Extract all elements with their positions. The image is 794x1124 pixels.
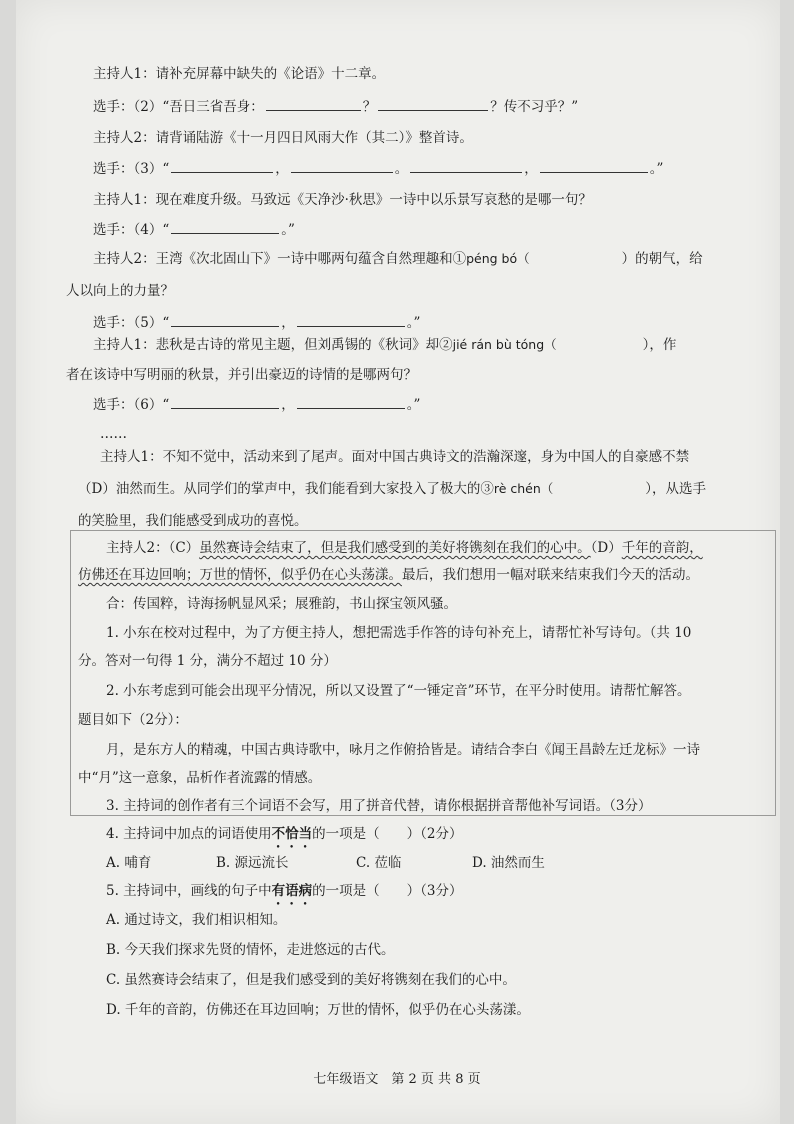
host2-question: 主持人2：王湾《次北固山下》一诗中哪两句蕴含自然理趣和①péng bó（ ）的朝气，给 xyxy=(93,251,703,267)
contestant-answer-3: 选手：（3）“ ， 。 ， 。” xyxy=(93,161,664,177)
joint-closing: 合：传国粹，诗海扬帆显风采；展雅韵，书山探宝领风骚。 xyxy=(106,596,457,612)
question-2: 2. 小东考虑到可能会出现平分情况，所以又设置了“一锤定音”环节，在平分时使用。请帮忙解答。 xyxy=(106,683,691,699)
question-2-text-cont: 中“月”这一意象，品析作者流露的情感。 xyxy=(78,770,322,786)
contestant-answer-4: 选手：（4）“ 。” xyxy=(93,222,295,238)
question-1-cont: 分。答对一句得 1 分，满分不超过 10 分） xyxy=(78,653,337,669)
page-footer: 七年级语文 第 2 页 共 8 页 xyxy=(313,1072,481,1087)
host2-question-cont: 人以向上的力量？ xyxy=(66,283,174,299)
host1-closing-2: （D）油然而生。从同学们的掌声中，我们能看到大家投入了极大的③rè chén（ ），从选手 xyxy=(78,481,707,497)
question-2-text: 月，是东方人的精魂，中国古典诗歌中，咏月之作俯拾皆是。请结合李白《闻王昌龄左迁龙标》一诗 xyxy=(106,742,700,758)
question-3: 3. 主持词的创作者有三个词语不会写，用了拼音代替，请你根据拼音帮他补写词语。（3分） xyxy=(106,798,652,814)
host2-closing-2: 仿佛还在耳边回响；万世的情怀，似乎仍在心头荡漾。最后，我们想用一幅对联来结束我们今天的活动。 xyxy=(78,567,699,583)
host2-request: 主持人2：请背诵陆游《十一月四日风雨大作（其二）》整首诗。 xyxy=(93,130,473,146)
host1-intro: 主持人1：请补充屏幕中缺失的《论语》十二章。 xyxy=(93,66,386,82)
host1-question: 主持人1：现在难度升级。马致远《天净沙·秋思》一诗中以乐景写哀愁的是哪一句？ xyxy=(93,192,592,208)
host2-closing: 主持人2：（C）虽然赛诗会结束了，但是我们感受到的美好将镌刻在我们的心中。（D）千年的音韵， xyxy=(106,540,703,556)
contestant-answer-6: 选手：（6）“ ， 。” xyxy=(93,397,421,413)
q5-option-c: C. 虽然赛诗会结束了，但是我们感受到的美好将镌刻在我们的心中。 xyxy=(106,972,516,988)
q5-option-b: B. 今天我们探求先贤的情怀，走进悠远的古代。 xyxy=(106,942,395,958)
q4-options: A. 哺育 B. 源远流长 C. 莅临 D. 油然而生 xyxy=(106,855,545,871)
host1-question-2: 主持人1：悲秋是古诗的常见主题，但刘禹锡的《秋词》却②jié rán bù tóng（ ），作 xyxy=(93,337,677,353)
contestant-answer-5: 选手：（5）“ ， 。” xyxy=(93,315,421,331)
ellipsis: …… xyxy=(100,426,127,442)
question-5: 5. 主持词中，画线的句子中有语病的一项是（ ）（3分） xyxy=(106,883,463,899)
question-1: 1. 小东在校对过程中，为了方便主持人，想把需选手作答的诗句补充上，请帮忙补写诗句。（共 10 xyxy=(106,625,692,641)
host1-closing: 主持人1：不知不觉中，活动来到了尾声。面对中国古典诗文的浩瀚深邃，身为中国人的自豪感不禁 xyxy=(100,449,690,465)
host1-question-2-cont: 者在该诗中写明丽的秋景，并引出豪迈的诗情的是哪两句？ xyxy=(66,367,417,383)
contestant-answer-2: 选手：（2）“吾日三省吾身： ？ ？传不习乎？” xyxy=(93,99,579,115)
q5-option-d: D. 千年的音韵，仿佛还在耳边回响；万世的情怀，似乎仍在心头荡漾。 xyxy=(106,1002,530,1018)
question-4: 4. 主持词中加点的词语使用不恰当的一项是（ ）（2分） xyxy=(106,826,463,842)
question-2-cont: 题目如下（2分）： xyxy=(78,712,188,728)
bleed-through-marks xyxy=(740,72,780,972)
host1-closing-3: 的笑脸里，我们能感受到成功的喜悦。 xyxy=(78,513,308,529)
q5-option-a: A. 通过诗文，我们相识相知。 xyxy=(106,912,287,928)
